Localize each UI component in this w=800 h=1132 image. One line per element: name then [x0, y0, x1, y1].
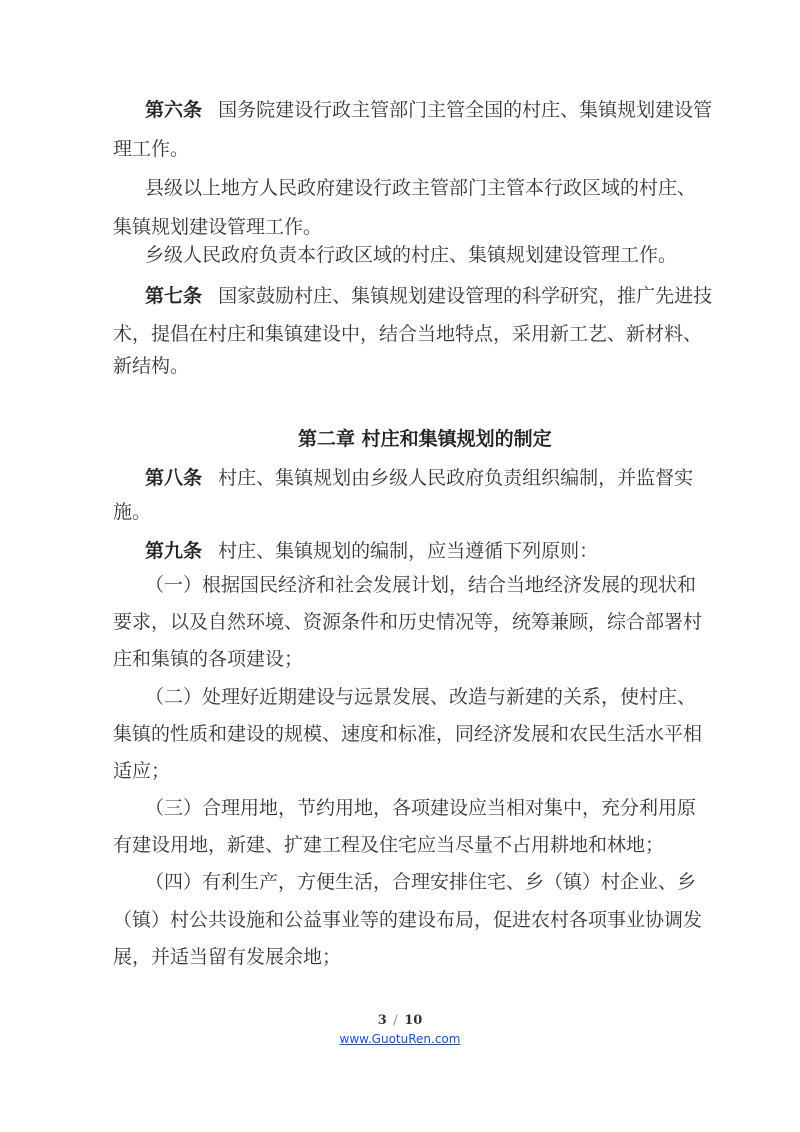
item-4-line-3: 展，并适当留有发展余地； — [113, 946, 342, 968]
article-9-text: 村庄、集镇规划的编制，应当遵循下列原则： — [218, 540, 599, 562]
page-separator: / — [393, 1013, 398, 1028]
article-6-label: 第六条 — [145, 99, 203, 121]
article-7-line-1 — [145, 281, 800, 311]
article-7-label: 第七条 — [145, 285, 203, 307]
item-2-line-2: 集镇的性质和建设的规模、速度和标准，同经济发展和农民生活水平相 — [113, 723, 703, 745]
item-3-line-2: 有建设用地，新建、扩建工程及住宅应当尽量不占用耕地和林地； — [113, 834, 665, 856]
article-9-line-1 — [145, 536, 800, 566]
item-2-line-1: （二）处理好近期建设与远景发展、改造与新建的关系，使村庄、 — [145, 686, 697, 708]
item-4-line-1: （四）有利生产，方便生活，合理安排住宅、乡（镇）村企业、乡 — [145, 871, 697, 893]
article-8-text: 村庄、集镇规划由乡级人民政府负责组织编制，并监督实 — [218, 467, 694, 489]
article-8-line-1 — [145, 463, 800, 493]
article-6-line-2: 理工作。 — [113, 138, 190, 160]
page-current: 3 — [377, 1013, 387, 1028]
article-6-para-2-line-1: 县级以上地方人民政府建设行政主管部门主管本行政区域的村庄、 — [145, 177, 697, 199]
item-1-line-2: 要求，以及自然环境、资源条件和历史情况等，统筹兼顾，综合部署村 — [113, 611, 703, 633]
chapter-2-heading: 第二章 村庄和集镇规划的制定 — [298, 428, 552, 450]
item-1-line-1: （一）根据国民经济和社会发展计划，结合当地经济发展的现状和 — [145, 574, 697, 596]
article-6-line-1 — [145, 95, 800, 125]
article-8-line-2: 施。 — [113, 501, 152, 523]
footer-site-link[interactable] — [0, 1032, 800, 1046]
article-6-para-3: 乡级人民政府负责本行政区域的村庄、集镇规划建设管理工作。 — [145, 244, 678, 266]
article-6-text: 国务院建设行政主管部门主管全国的村庄、集镇规划建设管 — [218, 99, 713, 121]
article-6-para-2-line-2: 集镇规划建设管理工作。 — [113, 216, 323, 238]
item-1-line-3: 庄和集镇的各项建设； — [113, 648, 304, 670]
article-7-text: 国家鼓励村庄、集镇规划建设管理的科学研究，推广先进技 — [218, 285, 713, 307]
article-7-line-3: 新结构。 — [113, 355, 190, 377]
page-total: 10 — [404, 1013, 423, 1028]
item-4-line-2: （镇）村公共设施和公益事业等的建设布局，促进农村各项事业协调发 — [113, 909, 703, 931]
article-9-label: 第九条 — [145, 540, 203, 562]
item-3-line-1: （三）合理用地，节约用地，各项建设应当相对集中，充分利用原 — [145, 797, 697, 819]
site-link-text[interactable]: www.GuotuRen.com — [339, 1032, 461, 1046]
article-7-line-2: 术，提倡在村庄和集镇建设中，结合当地特点，采用新工艺、新材料、 — [113, 323, 703, 345]
article-8-label: 第八条 — [145, 467, 203, 489]
item-2-line-3: 适应； — [113, 760, 171, 782]
page-number — [0, 1013, 800, 1028]
